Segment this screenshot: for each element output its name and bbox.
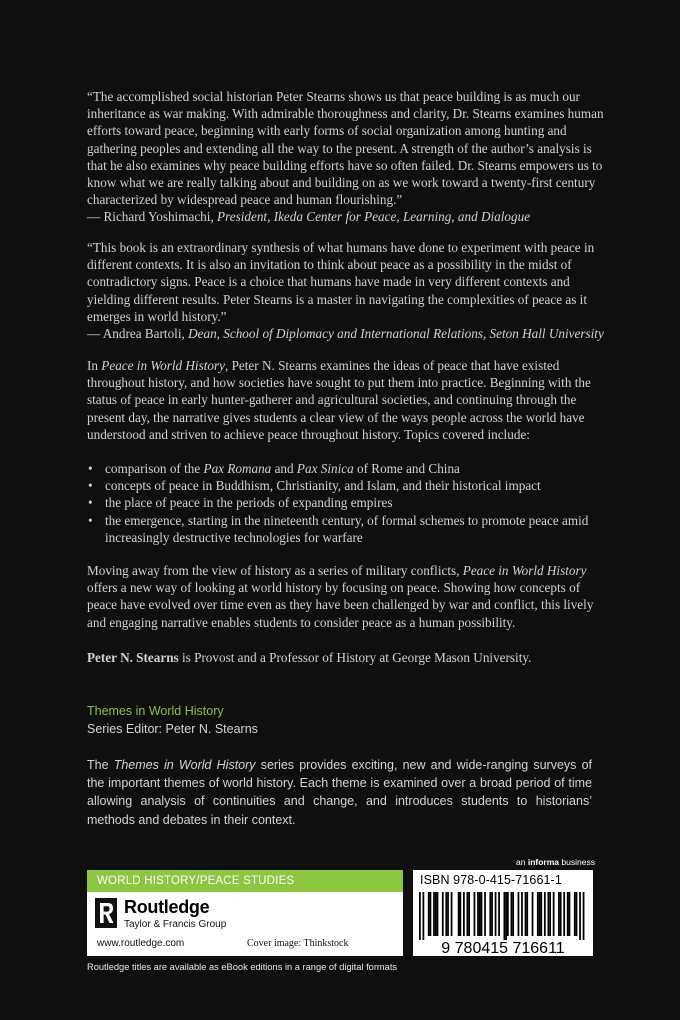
barcode-bar <box>567 892 569 936</box>
barcode-bar <box>539 892 541 936</box>
barcode-bar <box>563 892 565 936</box>
description-paragraph <box>87 357 607 443</box>
barcode-bar <box>489 892 491 936</box>
barcode-bar <box>505 892 507 940</box>
barcode-bar <box>447 892 449 936</box>
topics-list <box>87 460 607 546</box>
description-book-title: Peace in World History <box>101 358 225 373</box>
quote-2-role: Dean, School of Diplomacy and International Relations, Seton Hall University <box>188 326 604 342</box>
category-banner: WORLD HISTORY/PEACE STUDIES <box>87 870 403 892</box>
description-lead: In <box>87 358 98 373</box>
barcode-digits: 9 780415 716611 <box>441 940 565 956</box>
barcode-bar <box>558 892 560 936</box>
list-item: • the emergence, starting in the nineteenth century, of formal schemes to promote peace amid increasingly destructive technologies for warfare <box>87 512 607 546</box>
quote-1-author: — Richard Yoshimachi, <box>87 209 214 225</box>
barcode-bar <box>491 892 493 936</box>
series-description <box>87 756 592 829</box>
barcode-bar <box>574 892 576 936</box>
barcode-bar <box>479 892 481 936</box>
series-desc-text: series provides exciting, new and wide-ranging surveys of the important themes of world history. Each theme is examined over a broad period of time allowing analysis of continuities and change, and introduces students to historians’ methods and debates in their context. <box>87 758 592 827</box>
summary-text-a: Moving away from the view of history as a series of military conflicts, <box>87 563 460 578</box>
isbn-box <box>413 870 593 956</box>
informa-business-tag <box>516 857 595 867</box>
endorsement-quote-2 <box>87 239 607 342</box>
series-title: Themes in World History <box>87 704 224 718</box>
topic-1-text-c: and <box>274 461 294 476</box>
barcode-bar <box>481 892 483 936</box>
barcode-bar <box>459 892 461 936</box>
author-bio-text: is Provost and a Professor of History at George Mason University. <box>181 650 532 665</box>
barcode-bar <box>540 892 542 936</box>
publisher-subtitle: Taylor & Francis Group <box>124 919 227 930</box>
barcode-bar <box>532 892 534 936</box>
barcode-bar <box>468 892 470 936</box>
isbn-label: ISBN 978-0-415-71661-1 <box>420 873 562 887</box>
summary-paragraph <box>87 562 607 631</box>
barcode-bar <box>451 892 453 936</box>
barcode-bar <box>423 892 425 940</box>
barcode-bar <box>525 892 527 936</box>
barcode-icon <box>413 890 593 956</box>
ebook-note: Routledge titles are available as eBook editions in a range of digital formats <box>87 962 398 972</box>
barcode-bar <box>458 892 460 936</box>
barcode-bar <box>579 892 581 940</box>
summary-text-b: offers a new way of looking at world history by focusing on peace. Showing how concepts of peace have evolved over time even as they have been challenged by war and conflict, this lively and engaging narrative enables students to consider peace as a human possibility. <box>87 580 594 630</box>
barcode-bar <box>445 892 447 936</box>
topic-1-text-e: of Rome and China <box>356 461 460 476</box>
publisher-name: Routledge <box>124 897 210 917</box>
barcode-bar <box>474 892 476 936</box>
barcode-bar <box>503 892 505 940</box>
barcode-bar <box>553 892 555 936</box>
quote-1-text: “The accomplished social historian Peter Stearns shows us that peace building is as much our inheritance as war making. With admirable thoroughness and clarity, Dr. Stearns examines human efforts toward peace, beginning with early forms of social organization among hunting and gathering peoples and extending all the way to the present. A strength of the author’s analysis is that he also examines why peace building efforts have so often failed. Dr. Stearns empowers us to know what we are really talking about and building on as we work toward a twenty-first century characterized by widespread peace and human flourishing.” <box>87 89 604 208</box>
barcode-bar <box>463 892 465 936</box>
barcode-bar <box>518 892 520 936</box>
barcode-bar <box>430 892 432 936</box>
barcode-bar <box>569 892 571 936</box>
barcode-bar <box>419 892 421 940</box>
barcode-bar <box>477 892 479 936</box>
barcode-bar <box>583 892 585 940</box>
barcode-bar <box>507 892 509 936</box>
endorsement-quote-1 <box>87 88 607 226</box>
barcode-bar <box>428 892 430 936</box>
author-name: Peter N. Stearns <box>87 650 179 665</box>
barcode-bar <box>435 892 437 936</box>
barcode-bar <box>467 892 469 936</box>
barcode-bar <box>544 892 546 936</box>
quote-2-attribution <box>87 325 607 342</box>
barcode-bar <box>498 892 500 936</box>
quote-1-role: President, Ikeda Center for Peace, Learning, and Dialogue <box>217 209 531 225</box>
publisher-website[interactable]: www.routledge.com <box>97 938 185 949</box>
barcode-bar <box>433 892 435 936</box>
barcode-bar <box>442 892 444 936</box>
informa-brand: informa <box>527 857 560 867</box>
barcode-bar <box>484 892 486 936</box>
summary-book-title: Peace in World History <box>462 563 587 578</box>
list-item <box>87 460 607 477</box>
barcode-bar <box>526 892 528 936</box>
barcode-bar <box>576 892 578 936</box>
publisher-box <box>87 892 403 956</box>
barcode-bar <box>512 892 514 936</box>
series-desc-lead: The <box>87 758 109 772</box>
informa-prefix: an <box>516 857 526 867</box>
list-item: • concepts of peace in Buddhism, Christianity, and Islam, and their historical impact <box>87 477 607 494</box>
book-summary <box>87 562 607 631</box>
book-description <box>87 357 607 443</box>
barcode-bar <box>495 892 497 936</box>
barcode-bar <box>537 892 539 936</box>
quote-2-text: “This book is an extraordinary synthesis of what humans have done to experiment with peace in different contexts. It is also an invitation to think about peace as a possibility in the midst of contradictory signs. Peace is a choice that humans have made in very different contexts and yielding different results. Peter Stearns is a master in navigating the complexities of peace as it emerges in world history.” <box>87 240 595 324</box>
barcode-bar <box>521 892 523 936</box>
quote-1-attribution <box>87 208 607 225</box>
barcode-bar <box>511 892 513 936</box>
author-bio-paragraph <box>87 649 607 666</box>
topic-1-pax-sinica: Pax Sinica <box>296 461 354 476</box>
topic-1-pax-romana: Pax Romana <box>203 461 272 476</box>
informa-suffix: business <box>561 857 595 867</box>
description-text: , Peter N. Stearns examines the ideas of peace that have existed throughout history, and how societies have sought to put them into practice. Beginning with the status of peace in early hunter-gatherer and agricultural societies, and continuing through the present day, the narrative gives students a clear view of the ways people across the world have understood and striven to achieve peace throughout history. Topics covered include: <box>87 358 591 442</box>
barcode-bar <box>547 892 549 936</box>
series-editor: Series Editor: Peter N. Stearns <box>87 722 258 736</box>
barcode-bar <box>437 892 439 936</box>
list-item: • the place of peace in the periods of expanding empires <box>87 494 607 511</box>
barcode-bar <box>549 892 551 936</box>
topic-1-text-a: comparison of the <box>105 461 201 476</box>
author-bio <box>87 649 607 666</box>
quote-2-author: — Andrea Bartoli, <box>87 326 185 342</box>
series-desc-title: Themes in World History <box>113 758 256 772</box>
barcode-bar <box>560 892 562 936</box>
cover-image-credit: Cover image: Thinkstock <box>247 938 349 949</box>
routledge-logo-icon <box>95 898 117 928</box>
